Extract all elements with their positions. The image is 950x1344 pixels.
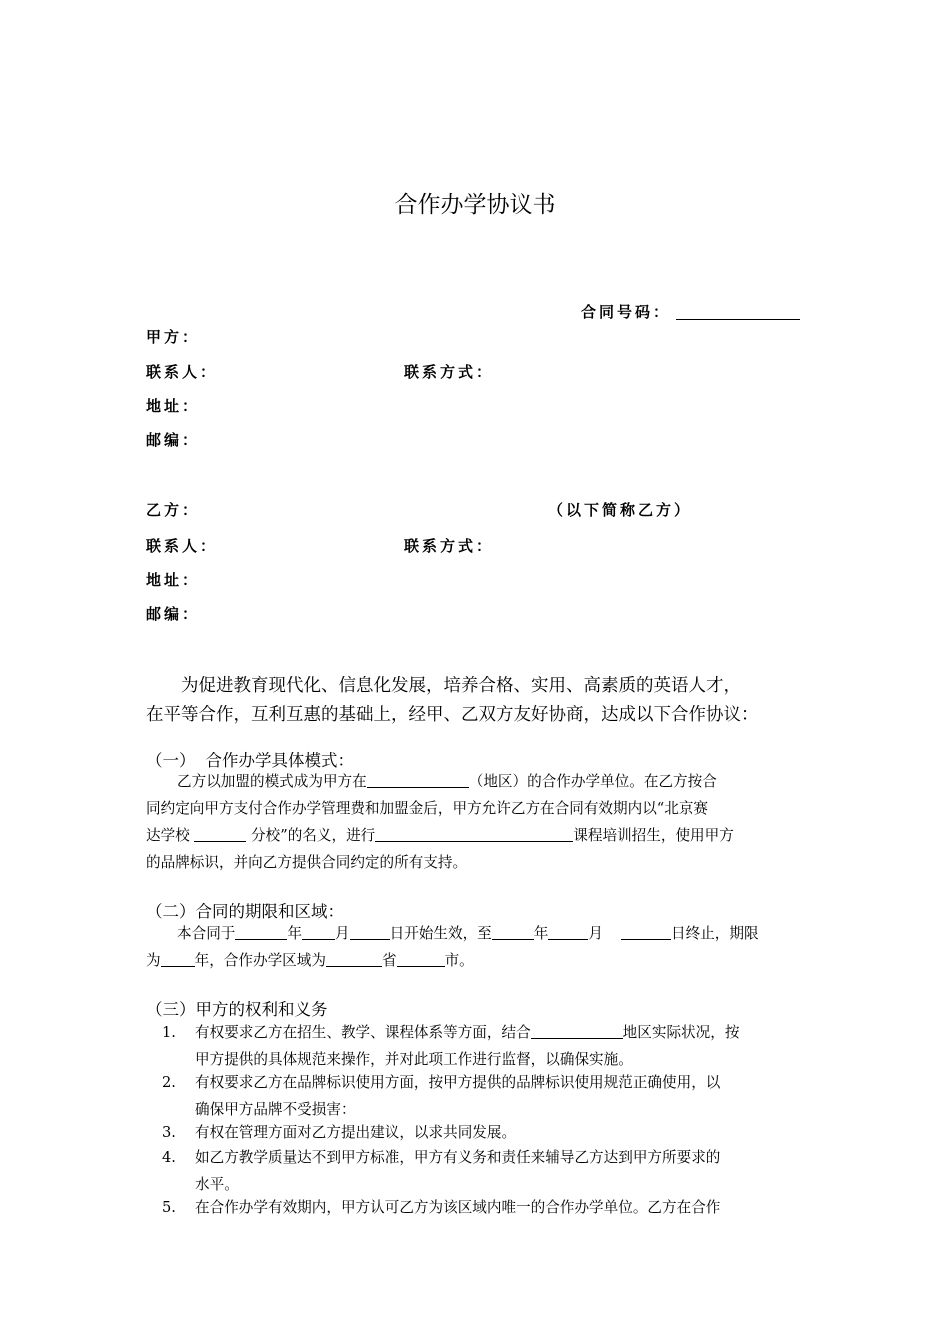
party-a-contact-person-label: 联系人：	[146, 363, 219, 381]
list-item: 3. 有权在管理方面对乙方提出建议，以求共同发展。	[162, 1119, 808, 1146]
end-month-blank	[548, 924, 588, 940]
intro-paragraph	[146, 672, 808, 730]
list-item: 5. 在合作办学有效期内，甲方认可乙方为该区域内唯一的合作办学单位。乙方在合作	[162, 1194, 808, 1221]
start-year-blank	[235, 924, 287, 940]
province-blank	[326, 951, 382, 967]
party-a-label: 甲方：	[146, 328, 201, 346]
section-2-body	[146, 920, 808, 974]
list-item: 4. 如乙方教学质量达不到甲方标准，甲方有义务和责任来辅导乙方达到甲方所要求的 水平。	[162, 1144, 808, 1198]
branch-name-blank	[194, 826, 246, 842]
list-item-number: 1.	[162, 1024, 176, 1041]
party-b-contact-person-label: 联系人：	[146, 537, 219, 555]
intro-line-2: 在平等合作，互利互惠的基础上，经甲、乙双方友好协商，达成以下合作协议：	[146, 705, 759, 725]
section-1-body	[146, 768, 808, 876]
party-b-abbrev-note: （以下简称乙方）	[548, 501, 693, 519]
party-b-postcode-label: 邮编：	[146, 605, 201, 623]
section-2-heading: （二）合同的期限和区域：	[146, 902, 344, 921]
section-1-line-4: 的品牌标识，并向乙方提供合同约定的所有支持。	[146, 854, 468, 871]
party-a-address-label: 地址：	[146, 397, 201, 415]
list-item-number: 2.	[162, 1074, 176, 1091]
section-1-number: （一）	[146, 751, 196, 770]
list-item-number: 3.	[162, 1124, 176, 1141]
region-blank	[367, 772, 469, 788]
area-blank	[531, 1023, 623, 1039]
section-1-line-3: 达学校 分校”的名义，进行 课程培训招生，使用甲方	[146, 827, 734, 844]
section-1-title: 合作办学具体模式：	[205, 751, 354, 770]
list-item-number: 4.	[162, 1149, 176, 1166]
section-1-line-1: 乙方以加盟的模式成为甲方在 （地区）的合作办学单位。在乙方按合	[177, 773, 717, 790]
start-day-blank	[350, 924, 390, 940]
document-title: 合作办学协议书	[394, 192, 556, 218]
course-name-blank	[375, 826, 573, 842]
section-3-heading: （三）甲方的权利和义务	[146, 1000, 328, 1019]
section-1-line-2: 同约定向甲方支付合作办学管理费和加盟金后，甲方允许乙方在合同有效期内以“北京赛	[146, 800, 709, 817]
list-item-number: 5.	[162, 1199, 176, 1216]
end-day-blank	[621, 924, 671, 940]
party-b-address-label: 地址：	[146, 571, 201, 589]
start-month-blank	[302, 924, 335, 940]
party-a-contact-method-label: 联系方式：	[404, 363, 495, 381]
list-item: 1. 有权要求乙方在招生、教学、课程体系等方面，结合 地区实际状况，按 甲方提供的具体规范来操作，并对此项工作进行监督，以确保实施。	[162, 1019, 808, 1073]
list-item: 2. 有权要求乙方在品牌标识使用方面，按甲方提供的品牌标识使用规范正确使用，以 确保甲方品牌不受损害：	[162, 1069, 808, 1123]
party-a-postcode-label: 邮编：	[146, 431, 201, 449]
term-years-blank	[161, 951, 195, 967]
section-2-line-1: 本合同于 年 月 日开始生效，至 年 月 日终止，期限	[177, 925, 759, 942]
end-year-blank	[492, 924, 534, 940]
city-blank	[397, 951, 445, 967]
section-2-line-2: 为 年，合作办学区域为 省 市。	[146, 952, 474, 969]
party-b-label: 乙方：	[146, 501, 201, 519]
party-b-contact-method-label: 联系方式：	[404, 537, 495, 555]
contract-number-blank	[676, 305, 800, 320]
contract-number-label: 合同号码：	[581, 303, 672, 321]
intro-line-1: 为促进教育现代化、信息化发展，培养合格、实用、高素质的英语人才，	[181, 676, 741, 696]
